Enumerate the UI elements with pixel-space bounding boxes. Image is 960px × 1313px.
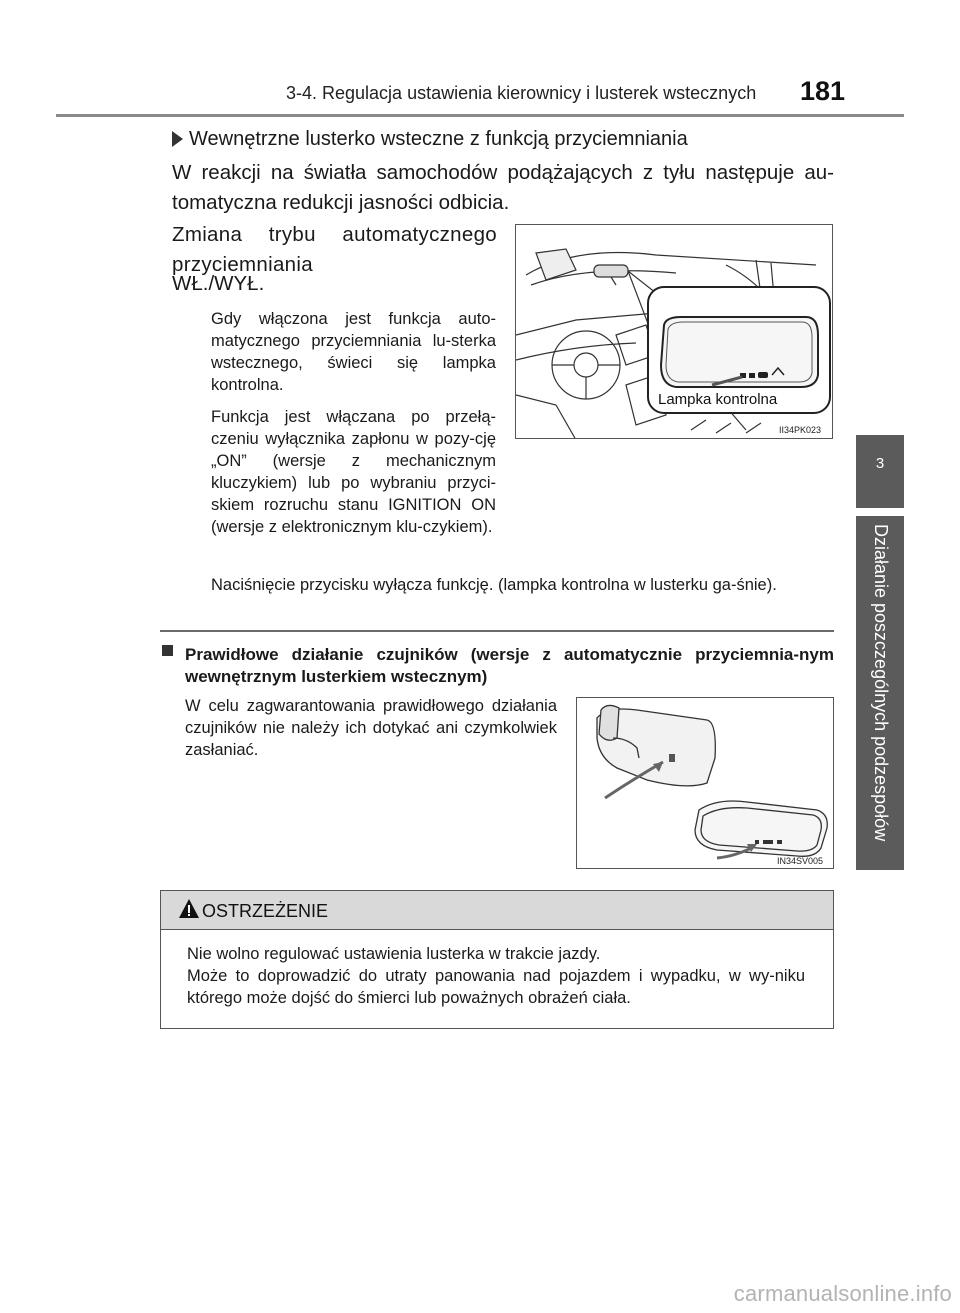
running-header: 3-4. Regulacja ustawienia kierownicy i lusterek wstecznych	[286, 83, 757, 103]
indicator-paragraph: Gdy włączona jest funkcja auto-matycznego przyciemniania lu-sterka wstecznego, świeci się lampka kontrolna.	[211, 310, 496, 394]
figure-mirror-indicator	[515, 224, 833, 439]
chapter-tab-title: Działanie poszczególnych podzespołów	[871, 524, 891, 842]
warning-box	[160, 890, 834, 1029]
warning-header	[161, 891, 833, 930]
figure-code: II34PK023	[779, 425, 822, 435]
warning-triangle-icon	[178, 898, 200, 920]
warning-body	[187, 943, 805, 1009]
warning-line-2: Może to doprowadzić do utraty panowania nad pojazdem i wypadku, w wy-niku którego może dojść do śmierci lub poważnych obrażeń ciała.	[187, 967, 805, 1007]
chapter-tab	[856, 516, 904, 870]
square-bullet-icon	[162, 645, 173, 656]
warning-line-1: Nie wolno regulować ustawienia lusterka w trakcie jazdy.	[187, 945, 601, 963]
header-rule	[56, 114, 904, 117]
sensor-section-heading: Prawidłowe działanie czujników (wersje z automatycznie przyciemnia-nym wewnętrznym lusterkiem wstecznym)	[185, 645, 834, 686]
button-paragraph: Naciśnięcie przycisku wyłącza funkcję. (lampka kontrolna w lusterku ga-śnie).	[211, 576, 777, 594]
warning-title: OSTRZEŻENIE	[202, 901, 329, 921]
mirror-sensors-illustration	[577, 698, 834, 869]
mode-change-title: Zmiana trybu automatycznego przyciemniania	[172, 223, 497, 276]
activation-paragraph: Funkcja jest włączana po przełą-czeniu wyłącznika zapłonu w pozy-cję „ON” (wersje z mechanicznym kluczykiem) lub po wybraniu przyci-skiem rozruchu stanu IGNITION ON (wersje z elektronicznym klu-czykiem).	[211, 408, 496, 536]
subheading-dimming-mirror: Wewnętrzne lusterko wsteczne z funkcją przyciemniania	[189, 128, 688, 150]
on-off-label: WŁ./WYŁ.	[172, 272, 265, 295]
figure-code: IN34SV005	[777, 856, 824, 866]
triangle-right-icon	[172, 131, 183, 147]
sensor-paragraph: W celu zagwarantowania prawidłowego działania czujników nie należy ich dotykać ani czymkolwiek zasłaniać.	[185, 697, 557, 759]
section-divider	[160, 630, 834, 632]
watermark: carmanualsonline.info	[733, 1281, 952, 1306]
callout-indicator-lamp: Lampka kontrolna	[658, 391, 778, 408]
intro-paragraph: W reakcji na światła samochodów podążających z tyłu następuje au-tomatyczna redukcji jasności odbicia.	[172, 161, 834, 214]
figure-mirror-sensors	[576, 697, 834, 869]
page-number: 181	[800, 76, 846, 106]
chapter-tab-number: 3	[856, 435, 904, 508]
